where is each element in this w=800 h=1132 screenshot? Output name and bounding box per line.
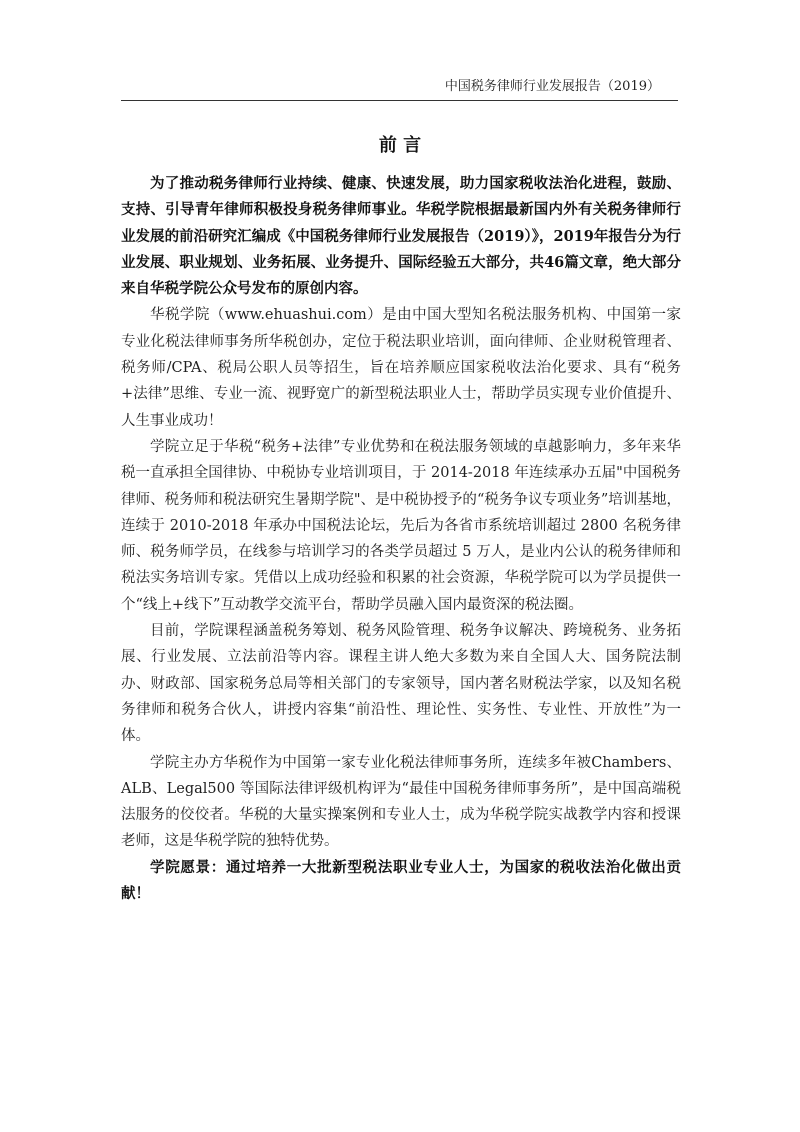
- history-paragraph: 学院立足于华税“税务+法律”专业优势和在税法服务领域的卓越影响力，多年来华税一直承担全国律协、中税协专业培训项目，于 2014-2018 年连续承办五届"中国税务律师、税务师和税法研究生暑期学院"、是中税协授予的“税务争议专项业务”培训基地，连续于 2010-2018 年承办中国税法论坛，先后为各省市系统培训超过 2800 名税务律师、税务师学员，在线参与培训学习的各类学员超过 5 万人，是业内公认的税务律师和税法实务培训专家。凭借以上成功经验和积累的社会资源，华税学院可以为学员提供一个“线上+线下”互动教学交流平台，帮助学员融入国内最资深的税法圈。: [121, 438, 681, 613]
- about-paragraph: 华税学院（www.ehuashui.com）是由中国大型知名税法服务机构、中国第一家专业化税法律师事务所华税创办，定位于税法职业培训，面向律师、企业财税管理者、税务师/CPA、税局公职人员等招生，旨在培养顺应国家税收法治化要求、具有“税务+法律”思维、专业一流、视野宽广的新型税法职业人士，帮助学员实现专业价值提升、人生事业成功！: [121, 307, 681, 429]
- running-header: 中国税务律师行业发展报告（2019）: [444, 79, 660, 94]
- courses-paragraph: 目前，学院课程涵盖税务筹划、税务风险管理、税务争议解决、跨境税务、业务拓展、行业发展、立法前沿等内容。课程主讲人绝大多数为来自全国人大、国务院法制办、财政部、国家税务总局等相关部门的专家领导，国内著名财税法学家，以及知名税务律师和税务合伙人，讲授内容集“前沿性、理论性、实务性、专业性、开放性”为一体。: [121, 623, 681, 745]
- page-title: 前 言: [378, 135, 422, 157]
- vision-paragraph: 学院愿景：通过培养一大批新型税法职业专业人士，为国家的税收法治化做出贡献！: [121, 858, 681, 903]
- header-divider: [121, 100, 678, 101]
- intro-paragraph: 为了推动税务律师行业持续、健康、快速发展，助力国家税收法治化进程，鼓励、支持、引导青年律师积极投身税务律师事业。华税学院根据最新国内外有关税务律师行业发展的前沿研究汇编成《中国税务律师行业发展报告（2019）》，2019年报告分为行业发展、职业规划、业务拓展、业务提升、国际经验五大部分，共46篇文章，绝大部分来自华税学院公众号发布的原创内容。: [121, 175, 681, 298]
- sponsor-paragraph: 学院主办方华税作为中国第一家专业化税法律师事务所，连续多年被Chambers、ALB、Legal500 等国际法律评级机构评为“最佳中国税务律师事务所”，是中国高端税法服务的佼佼者。华税的大量实操案例和专业人士，成为华税学院实战教学内容和授课老师，这是华税学院的独特优势。: [121, 754, 681, 850]
- document-body: [121, 171, 681, 907]
